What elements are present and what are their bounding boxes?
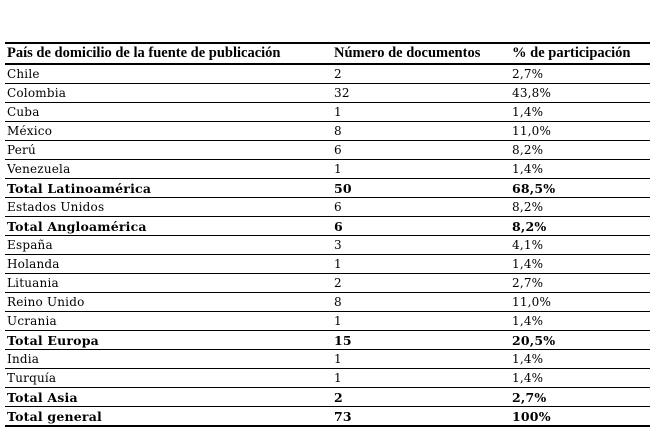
participation-cell: 1,4% [510,369,650,388]
participation-cell: 1,4% [510,350,650,369]
participation-cell: 11,0% [510,293,650,312]
table-total-row [5,217,650,236]
table-row [5,141,650,160]
document-count-cell: 2 [332,274,510,293]
document-count-cell: 73 [332,407,510,427]
table-total-row [5,179,650,198]
country-cell: Total general [5,407,332,427]
table-header-row [5,43,650,64]
country-cell: Total Asia [5,388,332,407]
country-cell: España [5,236,332,255]
document-count-cell: 3 [332,236,510,255]
table-row [5,312,650,331]
country-cell: Estados Unidos [5,198,332,217]
country-cell: Lituania [5,274,332,293]
header-document-count: Número de documentos [332,43,510,64]
table-row [5,255,650,274]
document-count-cell: 6 [332,198,510,217]
table-body [5,64,650,426]
table-row [5,350,650,369]
table-row [5,274,650,293]
table-row [5,198,650,217]
country-cell: Total Europa [5,331,332,350]
participation-cell: 2,7% [510,388,650,407]
document-count-cell: 1 [332,255,510,274]
participation-cell: 8,2% [510,141,650,160]
document-count-cell: 2 [332,64,510,84]
document-count-cell: 1 [332,312,510,331]
participation-cell: 100% [510,407,650,427]
country-cell: Chile [5,64,332,84]
participation-cell: 4,1% [510,236,650,255]
document-count-cell: 2 [332,388,510,407]
participation-cell: 8,2% [510,217,650,236]
table-row [5,293,650,312]
country-cell: Colombia [5,84,332,103]
participation-cell: 2,7% [510,274,650,293]
country-cell: Venezuela [5,160,332,179]
country-cell: Perú [5,141,332,160]
document-count-cell: 6 [332,141,510,160]
table-total-row [5,407,650,427]
document-count-cell: 15 [332,331,510,350]
table-row [5,160,650,179]
table-row [5,122,650,141]
country-cell: Total Angloamérica [5,217,332,236]
document-count-cell: 8 [332,293,510,312]
participation-cell: 43,8% [510,84,650,103]
participation-cell: 11,0% [510,122,650,141]
document-count-cell: 6 [332,217,510,236]
participation-cell: 1,4% [510,160,650,179]
document-count-cell: 1 [332,103,510,122]
document-count-cell: 50 [332,179,510,198]
participation-cell: 68,5% [510,179,650,198]
document-count-cell: 32 [332,84,510,103]
documents-by-country-table [5,42,650,427]
table-total-row [5,388,650,407]
country-cell: Holanda [5,255,332,274]
participation-cell: 8,2% [510,198,650,217]
document-count-cell: 8 [332,122,510,141]
participation-cell: 20,5% [510,331,650,350]
table-row [5,369,650,388]
country-cell: Turquía [5,369,332,388]
header-participation: % de participación [510,43,650,64]
table-total-row [5,331,650,350]
document-count-cell: 1 [332,350,510,369]
participation-cell: 2,7% [510,64,650,84]
table-row [5,103,650,122]
table-row [5,236,650,255]
country-cell: México [5,122,332,141]
table-row [5,84,650,103]
country-cell: India [5,350,332,369]
document-count-cell: 1 [332,160,510,179]
participation-cell: 1,4% [510,103,650,122]
participation-cell: 1,4% [510,312,650,331]
document-count-cell: 1 [332,369,510,388]
country-cell: Reino Unido [5,293,332,312]
participation-cell: 1,4% [510,255,650,274]
country-cell: Total Latinoamérica [5,179,332,198]
header-country: País de domicilio de la fuente de publicación [5,43,332,64]
table-row [5,64,650,84]
country-cell: Cuba [5,103,332,122]
country-cell: Ucrania [5,312,332,331]
